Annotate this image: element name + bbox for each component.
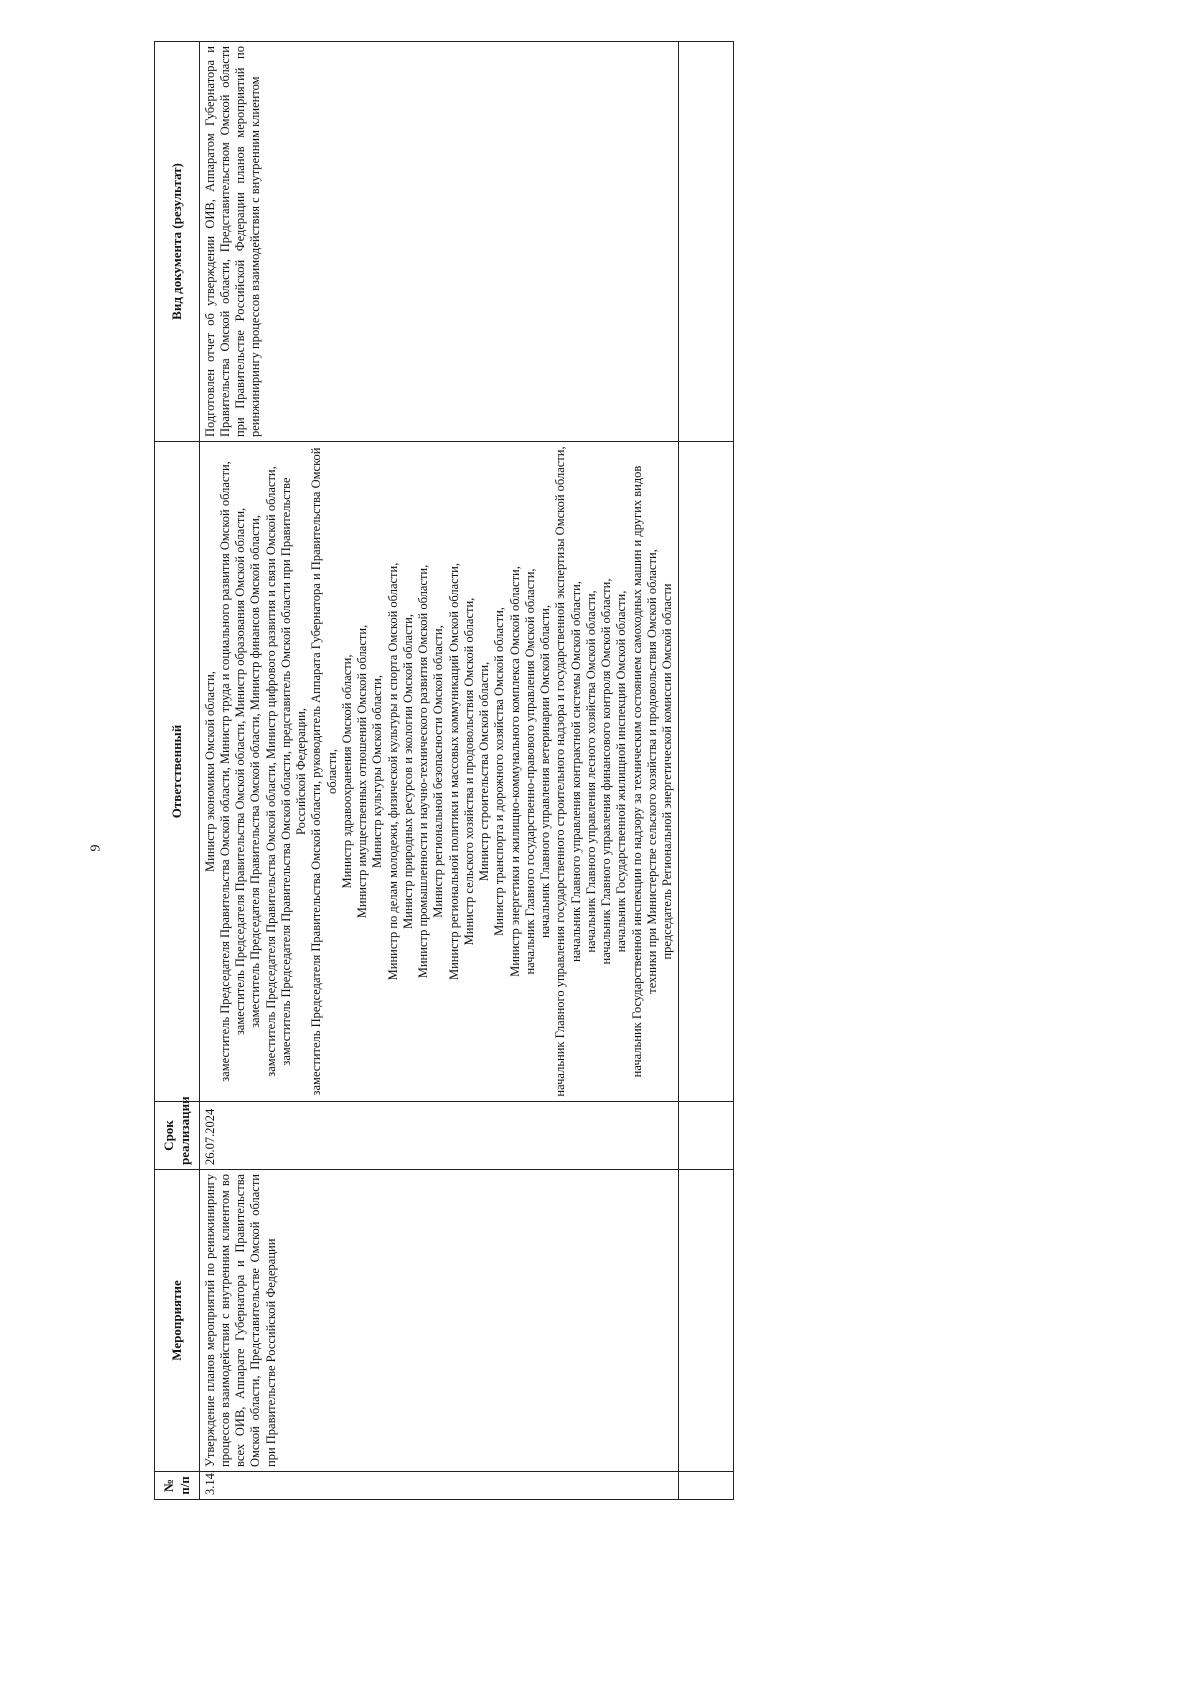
empty-cell	[679, 1170, 734, 1472]
responsible-item: начальник Государственной жилищной инспекции Омской области,	[614, 590, 629, 953]
responsible-item: заместитель Председателя Правительства Омской области, Министр цифрового развития и связи Омской области,	[263, 466, 278, 1077]
responsible-item: начальник Главного управления государственного строительного надзора и государственной экспертизы Омской области,	[553, 446, 568, 1097]
responsible-item: Министр культуры Омской области,	[370, 675, 385, 868]
responsible-item: заместитель Председателя Правительства Омской области, Министр финансов Омской области,	[248, 515, 263, 1028]
header-num: № п/п	[155, 1472, 200, 1500]
header-event: Мероприятие	[155, 1170, 200, 1472]
responsible-item: Министр здравоохранения Омской области,	[339, 654, 354, 889]
header-term: Срок реализации	[155, 1102, 200, 1170]
cell-responsible	[199, 442, 679, 1102]
responsible-item: заместитель Председателя Правительства Омской области, Министр образования Омской области,	[233, 507, 248, 1036]
responsible-item: Министр природных ресурсов и экологии Омской области,	[400, 614, 415, 929]
plan-table	[154, 41, 734, 1500]
responsible-item: Министр экономики Омской области,	[202, 671, 217, 872]
responsible-item: Министр энергетики и жилищно-коммунального комплекса Омской области,	[507, 566, 522, 977]
responsible-item: Министр имущественных отношений Омской области,	[355, 624, 370, 919]
cell-term: 26.07.2024	[199, 1102, 679, 1170]
empty-row	[679, 42, 734, 1500]
responsible-item: председатель Региональной энергетической комиссии Омской области	[660, 583, 675, 960]
empty-cell	[679, 442, 734, 1102]
rotated-table-container	[154, 42, 804, 1500]
cell-num: 3.14.	[199, 1472, 679, 1500]
header-document: Вид документа (результат)	[155, 42, 200, 442]
table-row	[199, 42, 679, 1500]
header-row	[155, 42, 200, 1500]
cell-document: Подготовлен отчет об утверждении ОИВ, Аппаратом Губернатора и Правительства Омской области, Представительством Омской области при Правительстве Российской Федерации планов мероприятий по реинжинирингу процессов взаимодействия с внутренним клиентом	[199, 42, 679, 442]
responsible-item: начальник Государственной инспекции по надзору за техническим состоянием самоходных машин и других видов техники при Министерстве сельского хозяйства и продовольствия Омской области,	[629, 465, 659, 1078]
cell-event: Утверждение планов мероприятий по реинжинирингу процессов взаимодействия с внутренним клиентом во всех ОИВ, Аппарате Губернатора и Правительства Омской области, Представительстве Омской области при Правительстве Российской Федерации	[199, 1170, 679, 1472]
page-number: 9	[88, 844, 104, 852]
responsible-item: Министр по делам молодежи, физической культуры и спорта Омской области,	[385, 562, 400, 981]
responsible-item: Министр региональной политики и массовых коммуникаций Омской области,	[446, 563, 461, 980]
responsible-item: начальник Главного управления ветеринарии Омской области,	[538, 604, 553, 939]
responsible-item: начальник Главного управления контрактной системы Омской области,	[568, 581, 583, 962]
empty-cell	[679, 1472, 734, 1500]
responsible-item: Министр строительства Омской области,	[477, 661, 492, 882]
empty-cell	[679, 42, 734, 442]
responsible-item: Министр промышленности и научно-технического развития Омской области,	[416, 564, 431, 979]
responsible-item: заместитель Председателя Правительства Омской области, руководитель Аппарата Губернатора и Правительства Омской области,	[309, 447, 339, 1096]
responsible-item: Министр сельского хозяйства и продовольствия Омской области,	[461, 597, 476, 946]
header-responsible: Ответственный	[155, 442, 200, 1102]
responsible-item: начальник Главного управления лесного хозяйства Омской области,	[583, 590, 598, 953]
responsible-item: Министр транспорта и дорожного хозяйства Омской области,	[492, 607, 507, 936]
responsible-item: начальник Главного управления финансового контроля Омской области,	[599, 578, 614, 965]
responsible-item: заместитель Председателя Правительства Омской области, представитель Омской области при Правительстве Российской Федерации,	[278, 477, 309, 1066]
empty-cell	[679, 1102, 734, 1170]
responsible-item: заместитель Председателя Правительства Омской области, Министр труда и социального развития Омской области,	[217, 461, 232, 1082]
responsible-item: Министр региональной безопасности Омской области,	[431, 625, 446, 918]
responsible-item: начальник Главного государственно-правового управления Омской области,	[522, 568, 537, 975]
